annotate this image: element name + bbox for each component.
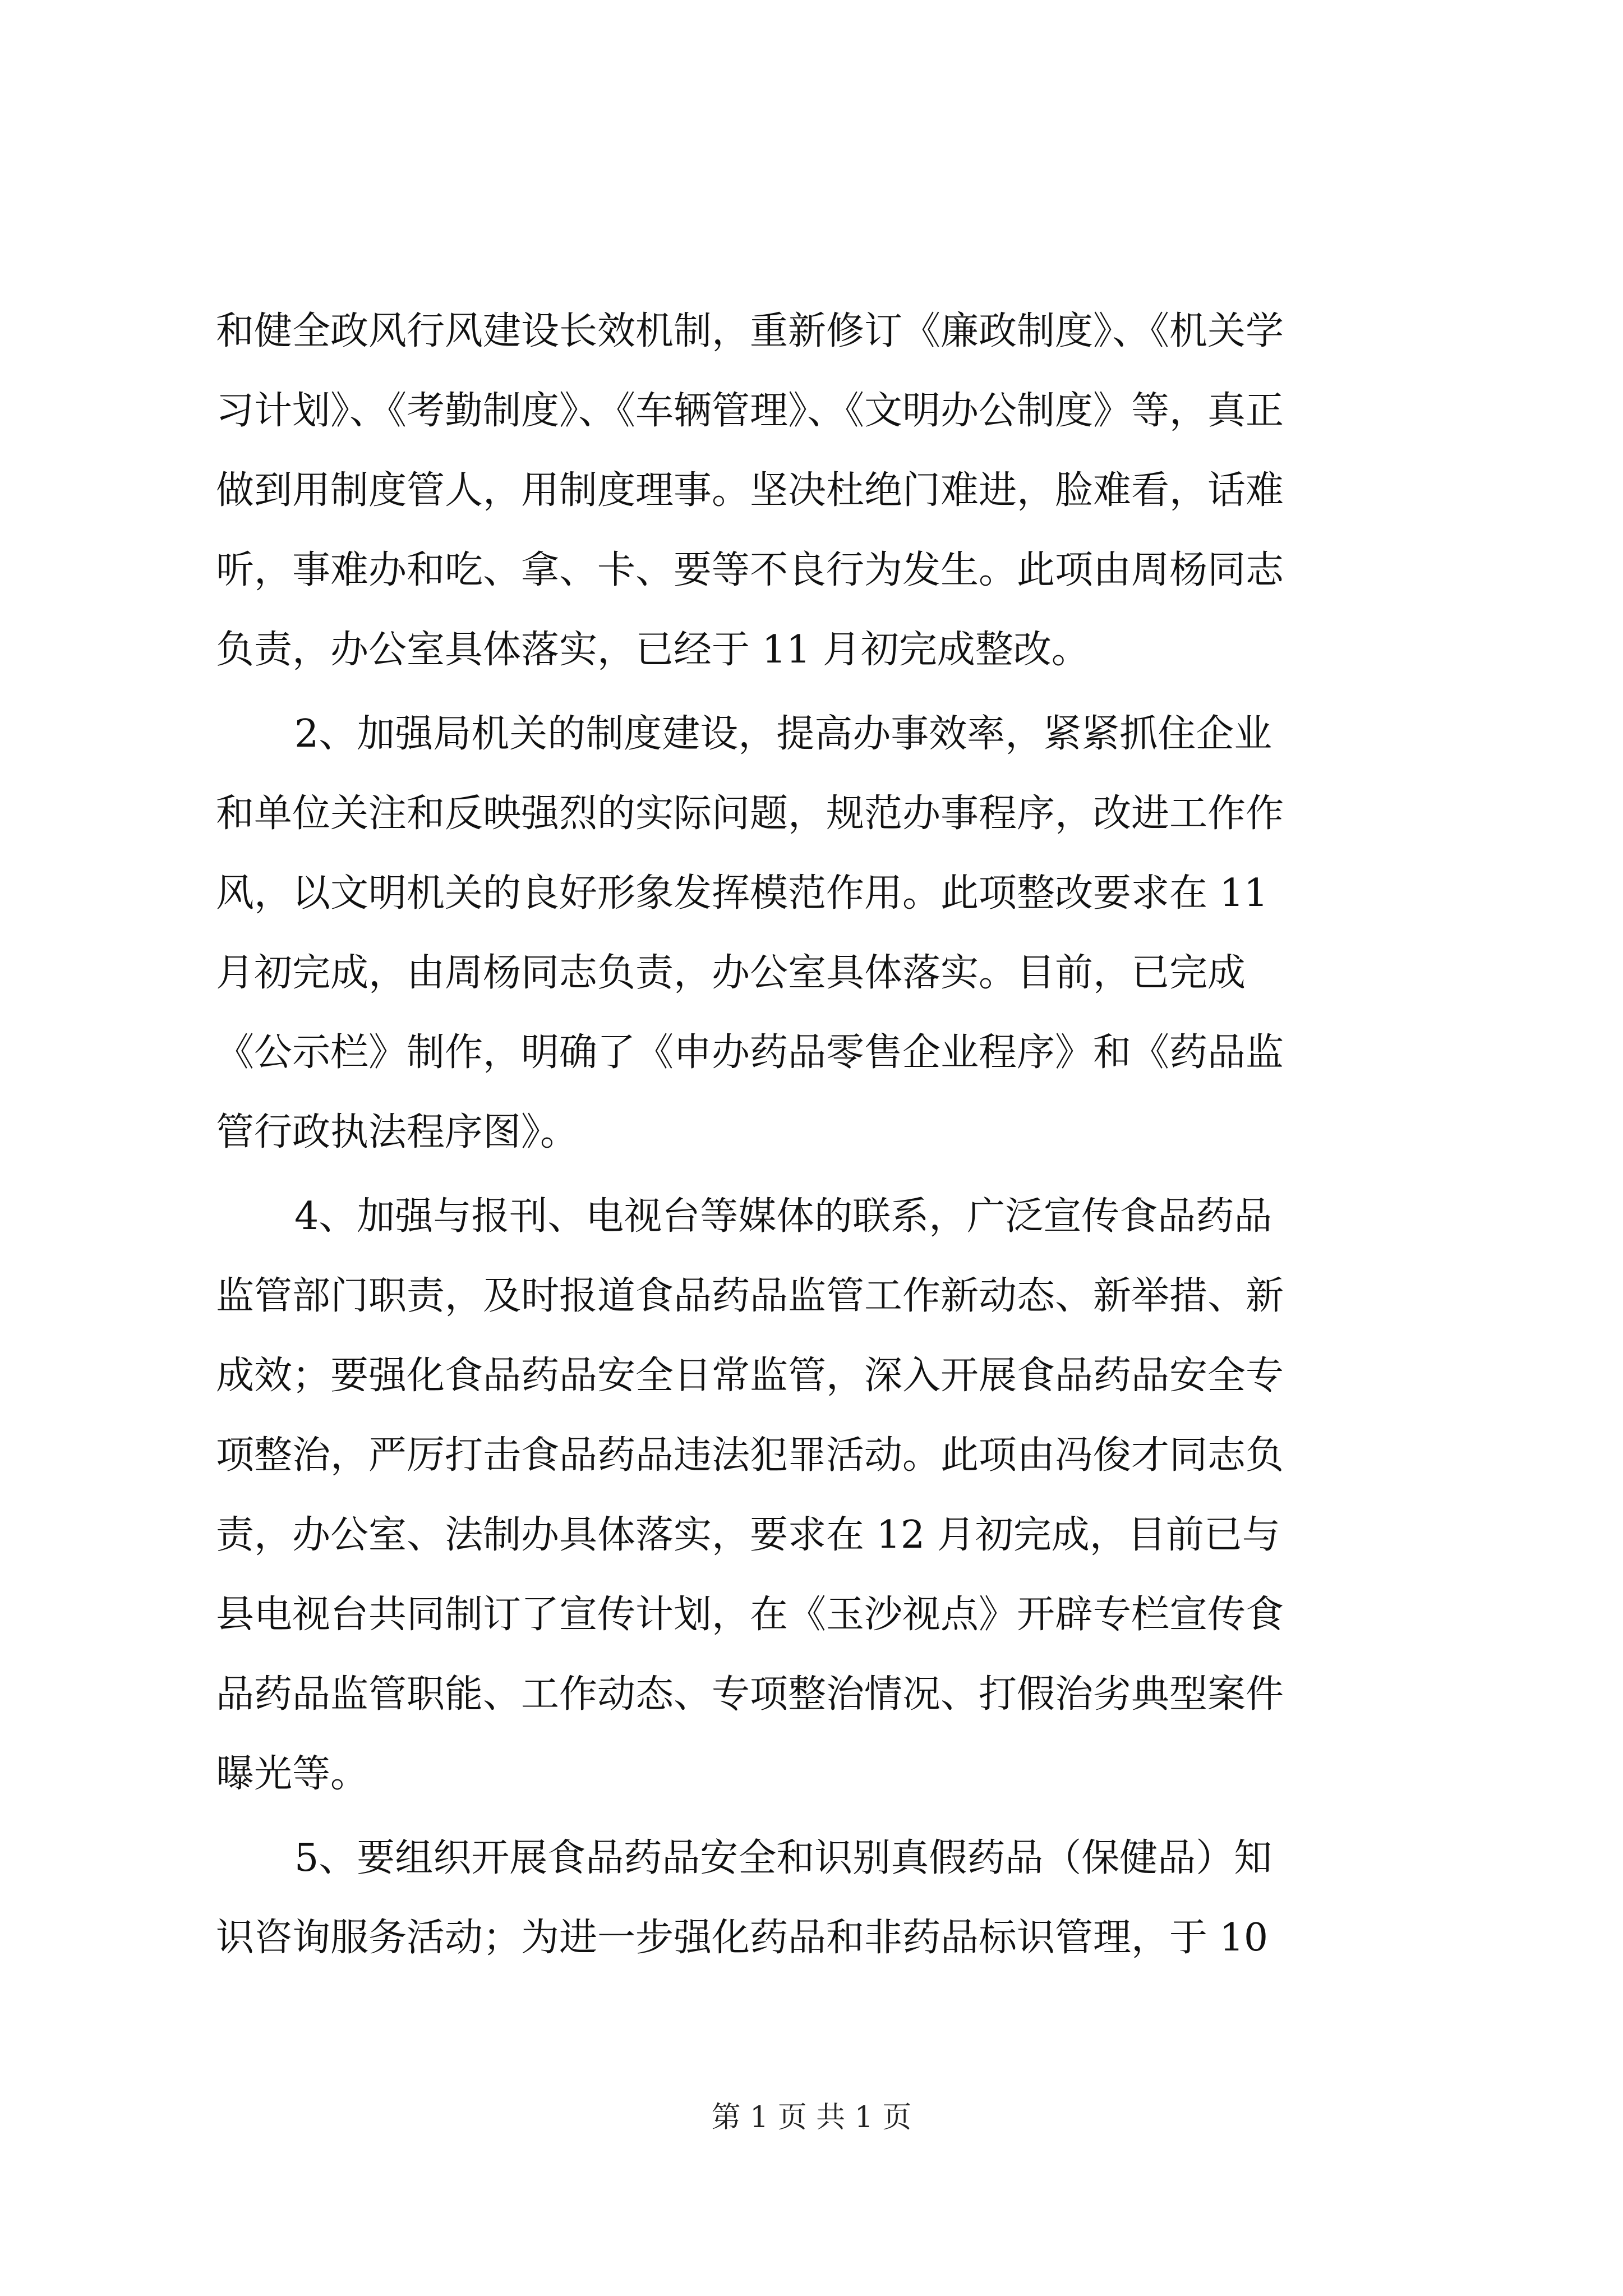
paragraph-line: 责，办公室、法制办具体落实，要求在 12 月初完成，目前已与 xyxy=(216,1513,1280,1557)
paragraph-2 xyxy=(216,694,1422,1172)
paragraph-line: 和健全政风行风建设长效机制，重新修订《廉政制度》、《机关学 xyxy=(216,309,1284,353)
paragraph-line: 风，以文明机关的良好形象发挥模范作用。此项整改要求在 11 xyxy=(216,871,1269,915)
paragraph-line: 识咨询服务活动；为进一步强化药品和非药品标识管理，于 10 xyxy=(216,1916,1269,1960)
paragraph-line: 4、加强与报刊、电视台等媒体的联系，广泛宣传食品药品 xyxy=(294,1194,1272,1239)
paragraph-line: 5、要组织开展食品药品安全和识别真假药品（保健品）知 xyxy=(294,1836,1272,1880)
paragraph-line: 监管部门职责，及时报道食品药品监管工作新动态、新举措、新 xyxy=(216,1274,1284,1318)
paragraph-line: 2、加强局机关的制度建设，提高办事效率，紧紧抓住企业 xyxy=(294,712,1272,756)
paragraph-3 xyxy=(216,1177,1422,1814)
paragraph-line: 《公示栏》制作，明确了《申办药品零售企业程序》和《药品监 xyxy=(216,1030,1284,1075)
paragraph-line: 负责，办公室具体落实，已经于 11 月初完成整改。 xyxy=(216,628,1090,672)
document-body xyxy=(216,292,1422,1978)
paragraph-line: 习计划》、《考勤制度》、《车辆管理》、《文明办公制度》等，真正 xyxy=(216,389,1284,433)
paragraph-line: 县电视台共同制订了宣传计划，在《玉沙视点》开辟专栏宣传食 xyxy=(216,1593,1284,1637)
paragraph-line: 项整治，严厉打击食品药品违法犯罪活动。此项由冯俊才同志负 xyxy=(216,1433,1284,1478)
paragraph-line: 做到用制度管人，用制度理事。坚决杜绝门难进，脸难看，话难 xyxy=(216,468,1284,513)
paragraph-line: 月初完成，由周杨同志负责，办公室具体落实。目前，已完成 xyxy=(216,951,1246,995)
page-footer: 第 1 页 共 1 页 xyxy=(711,2101,912,2134)
paragraph-4 xyxy=(216,1819,1422,1978)
paragraph-line: 曝光等。 xyxy=(216,1752,369,1796)
paragraph-line: 和单位关注和反映强烈的实际问题，规范办事程序，改进工作作 xyxy=(216,792,1284,836)
paragraph-line: 品药品监管职能、工作动态、专项整治情况、打假治劣典型案件 xyxy=(216,1672,1284,1717)
paragraph-line: 成效；要强化食品药品安全日常监管，深入开展食品药品安全专 xyxy=(216,1354,1284,1398)
paragraph-line: 听，事难办和吃、拿、卡、要等不良行为发生。此项由周杨同志 xyxy=(216,548,1284,592)
paragraph-line: 管行政执法程序图》。 xyxy=(216,1110,579,1154)
paragraph-1 xyxy=(216,292,1422,690)
